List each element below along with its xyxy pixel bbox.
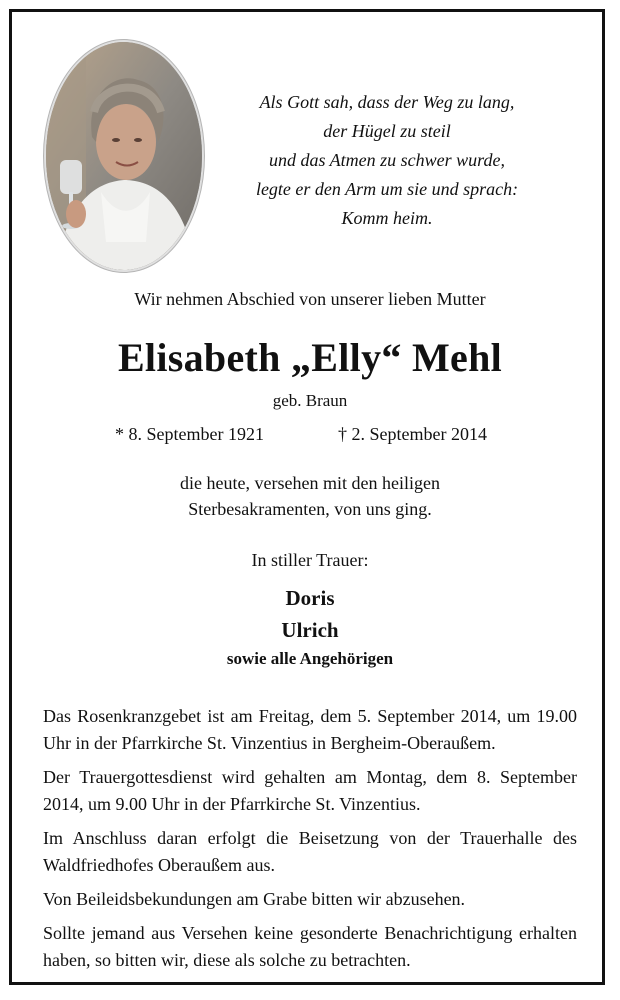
note-paragraph: Der Trauergottesdienst wird gehalten am Montag, dem 8. September 2014, um 9.00 Uhr in der Pfarrkirche St. Vinzentius. (43, 767, 577, 814)
passing-line: Sterbesakramenten, von uns ging. (188, 499, 432, 519)
note-paragraph: Von Beileidsbekundungen am Grabe bitten wir abzusehen. (43, 889, 466, 909)
poem-line: Als Gott sah, dass der Weg zu lang, (259, 92, 515, 112)
mourner-name: Ulrich (281, 618, 339, 642)
relatives-text: sowie alle Angehörigen (226, 649, 394, 668)
maiden-name: geb. Braun (272, 391, 348, 410)
deceased-name: Elisabeth „Elly“ Mehl (117, 335, 503, 380)
passing-line: die heute, versehen mit den heiligen (180, 473, 440, 493)
note-paragraph: Im Anschluss daran erfolgt die Beisetzung von der Trauerhalle des Waldfriedhofes Oberaußem aus. (43, 828, 577, 875)
poem-line: der Hügel zu steil (323, 121, 451, 141)
mourner-name: Doris (285, 586, 335, 610)
mourning-label: In stiller Trauer: (251, 550, 369, 570)
poem-line: Komm heim. (341, 208, 433, 228)
birth-date: * 8. September 1921 (115, 424, 264, 444)
portrait-photo (46, 42, 202, 270)
service-notes (43, 703, 577, 981)
poem-line: und das Atmen zu schwer wurde, (269, 150, 505, 170)
note-paragraph: Das Rosenkranzgebet ist am Freitag, dem 5. September 2014, um 19.00 Uhr in der Pfarrkirche St. Vinzentius in Bergheim-Oberaußem. (43, 706, 577, 753)
passing-text (9, 470, 611, 522)
intro-text: Wir nehmen Abschied von unserer lieben Mutter (134, 289, 486, 309)
poem-line: legte er den Arm um sie und sprach: (255, 179, 519, 199)
poem (222, 88, 552, 233)
death-date: † 2. September 2014 (338, 424, 487, 444)
note-paragraph: Sollte jemand aus Versehen keine gesonderte Benachrichtigung erhalten haben, so bitten wir, diese als solche zu betrachten. (43, 923, 577, 970)
